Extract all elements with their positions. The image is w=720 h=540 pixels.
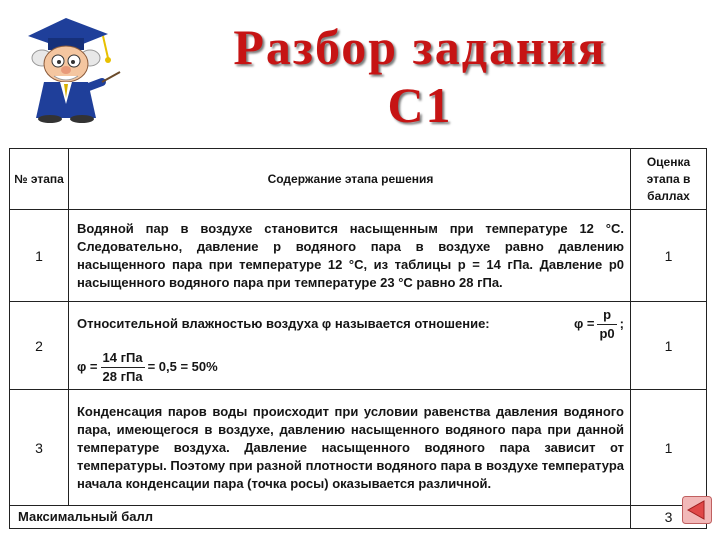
stage-number: 3 (10, 390, 69, 506)
phi-label: φ = (77, 359, 98, 374)
stage-content: Водяной пар в воздухе становится насыщенным при температуре 12 °С. Следовательно, давление p водяного пара в воздухе равно давлению насыщенного пара при температуре 12 °С, из таблицы p = 14 гПа. Давление p0 насыщенного водяного пара при температуре 23 °С равно 28 гПа. (69, 210, 631, 302)
professor-mascot-icon (8, 6, 123, 124)
fraction-values (101, 349, 145, 386)
stage-number: 1 (10, 210, 69, 302)
stage-score: 1 (631, 210, 707, 302)
header-score: Оценка этапа в баллах (631, 149, 707, 210)
fraction-p-p0 (597, 306, 616, 343)
stage-number: 2 (10, 302, 69, 390)
fraction-denominator: p0 (599, 325, 615, 341)
stage-content (69, 302, 631, 390)
header-content: Содержание этапа решения (69, 149, 631, 210)
stage-score: 1 (631, 390, 707, 506)
table-row (10, 302, 707, 390)
fraction-numerator: p (597, 306, 616, 325)
calculation-line (77, 349, 624, 386)
fraction-denominator: 28 гПа (102, 368, 143, 384)
back-arrow-icon[interactable] (682, 496, 712, 524)
table-header-row (10, 149, 707, 210)
calculation-result: = 0,5 = 50% (147, 359, 218, 374)
table-row (10, 210, 707, 302)
fraction-numerator: 14 гПа (101, 349, 145, 368)
stage-content: Конденсация паров воды происходит при условии равенства давления водяного пара, имеющегося в воздухе, давлению насыщенного водяного пара при данной температуре воздуха. Давление насыщенного водяного пара зависит от температуры. Поэтому при разной плотности водяного пара в воздухе температура начала конденсации пара (точка росы) оказывается различной. (69, 390, 631, 506)
stage-score: 1 (631, 302, 707, 390)
max-score-value: 3 (631, 506, 707, 529)
title-line-1: Разбор задания (233, 19, 607, 75)
header-stage-number: № этапа (10, 149, 69, 210)
phi-label: φ = (573, 316, 595, 331)
solution-table (9, 148, 707, 529)
definition-line (77, 306, 624, 343)
title-line-2: С1 (387, 77, 453, 133)
max-score-label: Максимальный балл (10, 506, 631, 529)
page-title (150, 18, 690, 134)
semicolon: ; (619, 316, 624, 331)
definition-text: Относительной влажностью воздуха φ называется отношение: (77, 316, 490, 331)
table-row (10, 390, 707, 506)
table-footer-row (10, 506, 707, 529)
